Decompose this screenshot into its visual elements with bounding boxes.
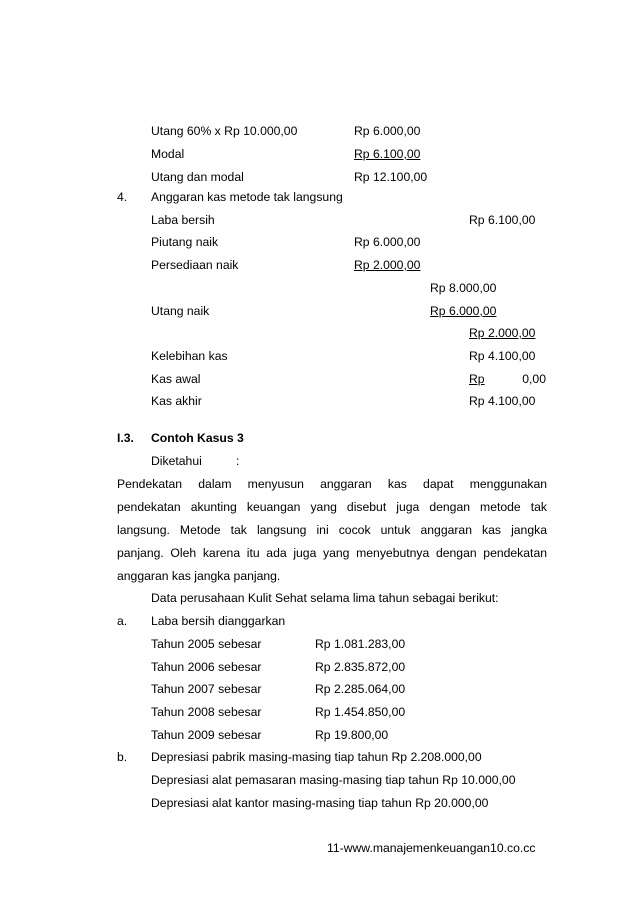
depresiasi-kantor: Depresiasi alat kantor masing-masing tiap tahun Rp 20.000,00 (151, 796, 489, 810)
laba-bersih-label: Laba bersih (151, 213, 215, 227)
data-intro: Data perusahaan Kulit Sehat selama lima tahun sebagai berikut: (151, 591, 499, 605)
kelebihan-kas-label: Kelebihan kas (151, 349, 228, 363)
laba-2009-value: Rp 19.800,00 (315, 728, 389, 742)
item-4-title: Anggaran kas metode tak langsung (151, 190, 343, 204)
kas-akhir-label: Kas akhir (151, 394, 202, 408)
utang-naik-value: Rp 6.000,00 (430, 304, 497, 318)
section-number: I.3. (117, 431, 134, 445)
kas-akhir-value: Rp 4.100,00 (469, 394, 536, 408)
kas-awal-rp: Rp (469, 372, 485, 386)
kas-awal-label: Kas awal (151, 372, 201, 386)
row-modal-label: Modal (151, 147, 185, 161)
row-utang-60-label: Utang 60% x Rp 10.000,00 (151, 124, 298, 138)
row-utang-modal-value: Rp 12.100,00 (354, 170, 428, 184)
subtotal-2: Rp 2.000,00 (469, 326, 536, 340)
paragraph-line-5: anggaran kas jangka panjang. (117, 569, 281, 583)
persediaan-naik-value: Rp 2.000,00 (354, 258, 421, 272)
piutang-naik-value: Rp 6.000,00 (354, 235, 421, 249)
item-b-letter: b. (117, 750, 128, 764)
laba-2006-label: Tahun 2006 sebesar (151, 660, 262, 674)
row-utang-60-value: Rp 6.000,00 (354, 124, 421, 138)
piutang-naik-label: Piutang naik (151, 235, 219, 249)
depresiasi-pemasaran: Depresiasi alat pemasaran masing-masing tiap tahun Rp 10.000,00 (151, 773, 516, 787)
laba-2007-label: Tahun 2007 sebesar (151, 682, 262, 696)
laba-2005-value: Rp 1.081.283,00 (315, 637, 406, 651)
laba-2005-label: Tahun 2005 sebesar (151, 637, 262, 651)
item-a-letter: a. (117, 614, 128, 628)
row-utang-modal-label: Utang dan modal (151, 170, 244, 184)
laba-2008-value: Rp 1.454.850,00 (315, 705, 406, 719)
laba-2006-value: Rp 2.835.872,00 (315, 660, 406, 674)
kelebihan-kas-value: Rp 4.100,00 (469, 349, 536, 363)
laba-bersih-value: Rp 6.100,00 (469, 213, 536, 227)
paragraph-line-1: Pendekatan dalam menyusun anggaran kas dapat menggunakan (117, 477, 547, 491)
diketahui-label: Diketahui (151, 454, 202, 468)
page-footer: 11-www.manajemenkeuangan10.co.cc (327, 841, 536, 855)
laba-2009-label: Tahun 2009 sebesar (151, 728, 262, 742)
depresiasi-pabrik: Depresiasi pabrik masing-masing tiap tahun Rp 2.208.000,00 (151, 750, 482, 764)
paragraph-line-4: panjang. Oleh karena itu ada juga yang menyebutnya dengan pendekatan (117, 546, 547, 560)
item-4-number: 4. (117, 190, 128, 204)
paragraph-line-2: pendekatan akunting keuangan yang disebut juga dengan metode tak (117, 500, 547, 514)
subtotal-1: Rp 8.000,00 (430, 281, 497, 295)
kas-awal-value: 0,00 (522, 372, 546, 386)
diketahui-colon: : (236, 454, 240, 468)
utang-naik-label: Utang naik (151, 304, 210, 318)
kas-awal-value-cell (469, 372, 546, 387)
laba-2008-label: Tahun 2008 sebesar (151, 705, 262, 719)
paragraph-line-3: langsung. Metode tak langsung ini cocok untuk anggaran kas jangka (117, 523, 547, 537)
row-modal-value: Rp 6.100,00 (354, 147, 421, 161)
persediaan-naik-label: Persediaan naik (151, 258, 239, 272)
section-title: Contoh Kasus 3 (151, 431, 244, 445)
item-a-title: Laba bersih dianggarkan (151, 614, 286, 628)
laba-2007-value: Rp 2.285.064,00 (315, 682, 406, 696)
